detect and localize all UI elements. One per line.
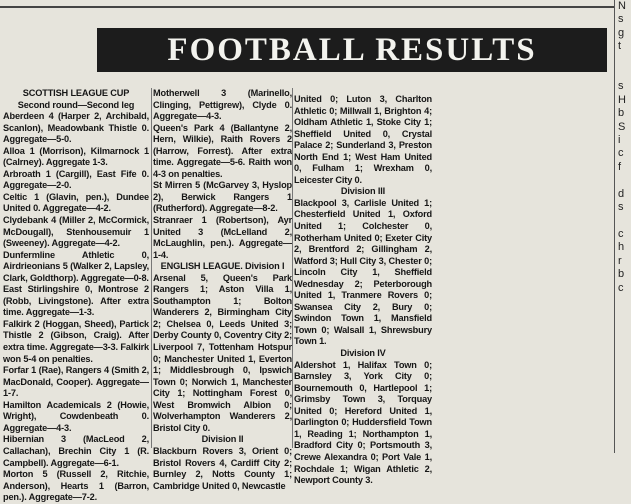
- section-heading: Second round—Second leg: [17, 99, 135, 110]
- section-heading: Division II: [201, 434, 244, 445]
- result-entry: Hamilton Academicals 2 (Howie, Wright), Cowdenbeath 0. Aggregate—4-3.: [3, 399, 149, 433]
- adjacent-column-fragment: N s g t s H b S i c f d s c h r b c: [618, 0, 626, 294]
- result-entry: St Mirren 5 (McGarvey 3, Hyslop 2), Berwick Rangers 1 (Rutherford). Aggregate—8-2.: [153, 180, 292, 214]
- result-entry: United 0; Luton 3, Charlton Athletic 0; Millwall 1, Brighton 4; Oldham Athletic 1, Stoke City 1; Sheffield United 0, Crystal Palace 2; Sunderland 3, Preston North End 1; West Ham United 0, Fulham 1; Wrexham 0, Leicester City 0.: [294, 94, 432, 185]
- result-entry: East Stirlingshire 0, Montrose 2 (Robb, Livingstone). After extra time. Aggregate—1-3.: [3, 284, 149, 318]
- result-entry: Dunfermline Athletic 0, Airdrieonians 5 (Walker 2, Lapsley, Clark, Goldthorp). Aggregate—0-8.: [3, 249, 149, 283]
- result-entry: Arbroath 1 (Cargill), East Fife 0. Aggregate—2-0.: [3, 168, 149, 191]
- result-entry: Morton 5 (Russell 2, Ritchie, Anderson), Hearts 1 (Barron, pen.). Aggregate—7-2.: [3, 469, 149, 503]
- result-entry: Falkirk 2 (Hoggan, Sheed), Partick Thistle 2 (Gibson, Craig). After extra time. Aggregate—3-3. Falkirk won 5-4 on penalties.: [3, 318, 149, 364]
- result-entry: Celtic 1 (Glavin, pen.), Dundee United 0. Aggregate—4-2.: [3, 191, 149, 214]
- result-entry: Queen's Park 4 (Ballantyne 2, Hern, Wilkie), Raith Rovers 2 (Harrow, Forrest). After extra time. Aggregate—5-6. Raith won 4-3 on penalties.: [153, 122, 292, 179]
- column-english-league: [153, 88, 292, 492]
- result-entry: Clydebank 4 (Miller 2, McCormick, McDougall), Stenhousemuir 1 (Sweeney). Aggregate—4-2.: [3, 215, 149, 249]
- result-entry: Blackpool 3, Carlisle United 1; Chesterfield United 1, Oxford United 1; Colchester 0, Rotherham United 0; Exeter City 2, Brentford 2; Gillingham 2, Watford 3; Hull City 3, Chester 0; Lincoln City 1, Sheffield Wednesday 2; Peterborough United 1, Tranmere Rovers 0; Swansea City 2, Bury 0; Swindon Town 1, Mansfield Town 0; Walsall 1, Shrewsbury Town 1.: [294, 197, 432, 347]
- result-entry: Forfar 1 (Rae), Rangers 4 (Smith 2, MacDonald, Cooper). Aggregate—1-7.: [3, 365, 149, 399]
- result-entry: Motherwell 3 (Marinello, Clinging, Pettigrew), Clyde 0. Aggregate—4-3.: [153, 88, 292, 122]
- result-entry: Blackburn Rovers 3, Orient 0; Bristol Rovers 4, Cardiff City 2; Burnley 2, Notts County 1; Cambridge United 0, Newcastle: [153, 445, 292, 491]
- top-rule: [0, 6, 614, 8]
- section-heading: Division III: [340, 186, 386, 197]
- column-divider: [151, 88, 152, 448]
- result-entry: Hibernian 3 (MacLeod 2, Callachan), Brechin City 1 (R. Campbell). Aggregate—6-1.: [3, 434, 149, 468]
- result-entry: Alloa 1 (Morrison), Kilmarnock 1 (Calrney). Aggregate 1-3.: [3, 145, 149, 168]
- section-heading: Division IV: [340, 348, 386, 359]
- result-entry: Stranraer 1 (Robertson), Ayr United 3 (McLelland 2, McLaughlin, pen.). Aggregate—1-4.: [153, 215, 292, 260]
- column-divider: [292, 88, 293, 448]
- result-entry: Aldershot 1, Halifax Town 0; Barnsley 3, York City 0; Bournemouth 0, Hartlepool 1; Grimsby Town 3, Torquay United 0; Hereford United 1, Darlington 0; Huddersfield Town 1, Reading 1; Northampton 1, Bradford City 0; Portsmouth 3, Crewe Alexandra 0; Port Vale 1, Rochdale 1; Wigan Athletic 2, Newport County 3.: [294, 359, 432, 486]
- result-entry: Arsenal 5, Queen's Park Rangers 1; Aston Villa 1, Southampton 1; Bolton Wanderers 2, Birmingham City 2; Chelsea 0, Leeds United 3; Derby County 0, Coventry City 2; Liverpool 7, Tottenham Hotspur 0; Manchester United 1, Everton 1; Middlesbrough 0, Ipswich Town 0; Norwich 1, Manchester City 1; Nottingham Forest 0, West Bromwich Albion 0; Wolverhampton Wanderers 2, Bristol City 0.: [153, 272, 292, 433]
- section-heading: ENGLISH LEAGUE. Division I: [160, 261, 285, 272]
- section-heading: SCOTTISH LEAGUE CUP: [22, 88, 130, 98]
- page-title: FOOTBALL RESULTS: [97, 28, 607, 72]
- result-entry: Aberdeen 4 (Harper 2, Archibald, Scanlon), Meadowbank Thistle 0. Aggregate—5-0.: [3, 111, 149, 145]
- column-scottish-cup: [3, 88, 149, 504]
- column-lower-divisions: [294, 94, 432, 487]
- right-rule: [614, 0, 615, 453]
